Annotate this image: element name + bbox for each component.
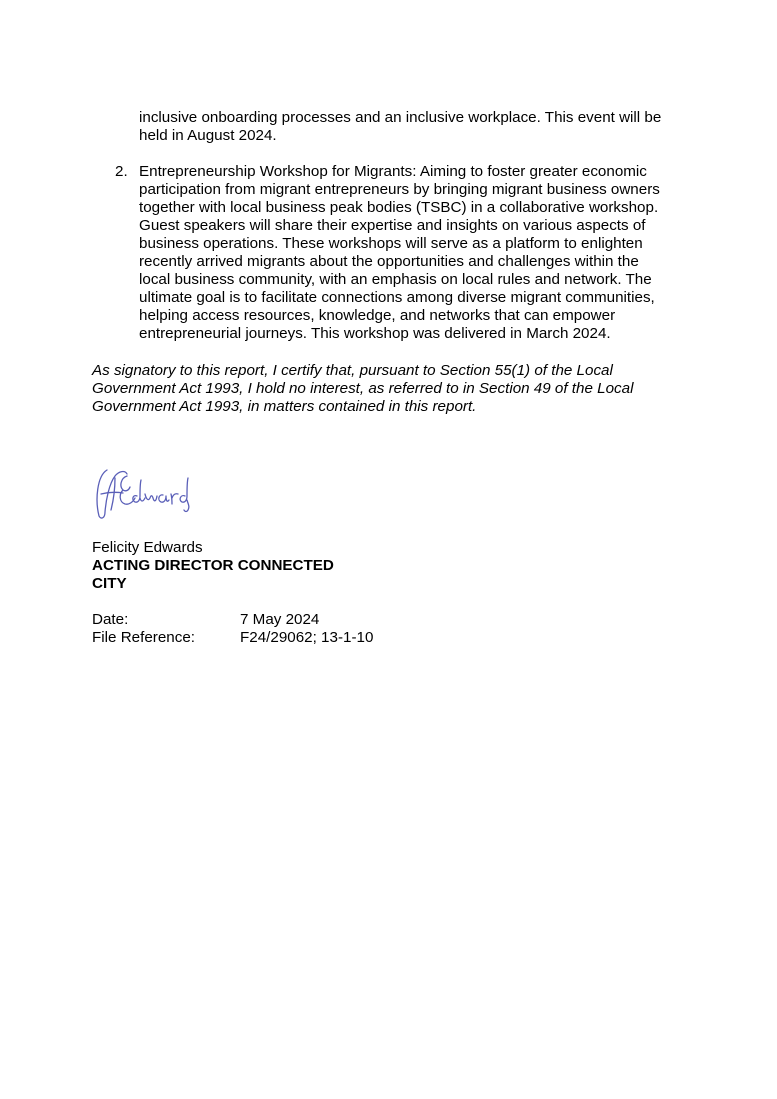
date-value: 7 May 2024 (240, 611, 320, 628)
file-reference-label: File Reference: (92, 629, 195, 646)
date-label: Date: (92, 611, 129, 628)
file-reference-value: F24/29062; 13-1-10 (240, 629, 374, 646)
signature-image (93, 462, 193, 522)
certification-statement: As signatory to this report, I certify that, pursuant to Section 55(1) of the Local Government Act 1993, I hold no interest, as referred to in Section 49 of the Local Government Act 1993, in matters contained in this report. (92, 362, 634, 415)
list-item-2-text: Entrepreneurship Workshop for Migrants: Aiming to foster greater economic participation from migrant entrepreneurs by bringing migrant business owners together with local business peak bodies (TSBC) in a collaborative workshop. Guest speakers will share their expertise and insights on various aspects of business operations. These workshops will serve as a platform to enlighten recently arrived migrants about the opportunities and challenges within the local business community, with an emphasis on local rules and network. The ultimate goal is to facilitate connections among diverse migrant communities, helping access resources, knowledge, and networks that can empower entrepreneurial journeys. This workshop was delivered in March 2024. (139, 163, 660, 342)
list-item-2-number: 2. (115, 163, 128, 180)
list-item-1-continuation: inclusive onboarding processes and an inclusive workplace. This event will be held in August 2024. (139, 109, 662, 144)
signatory-name: Felicity Edwards (92, 539, 203, 556)
signatory-title: ACTING DIRECTOR CONNECTED CITY (92, 557, 334, 592)
